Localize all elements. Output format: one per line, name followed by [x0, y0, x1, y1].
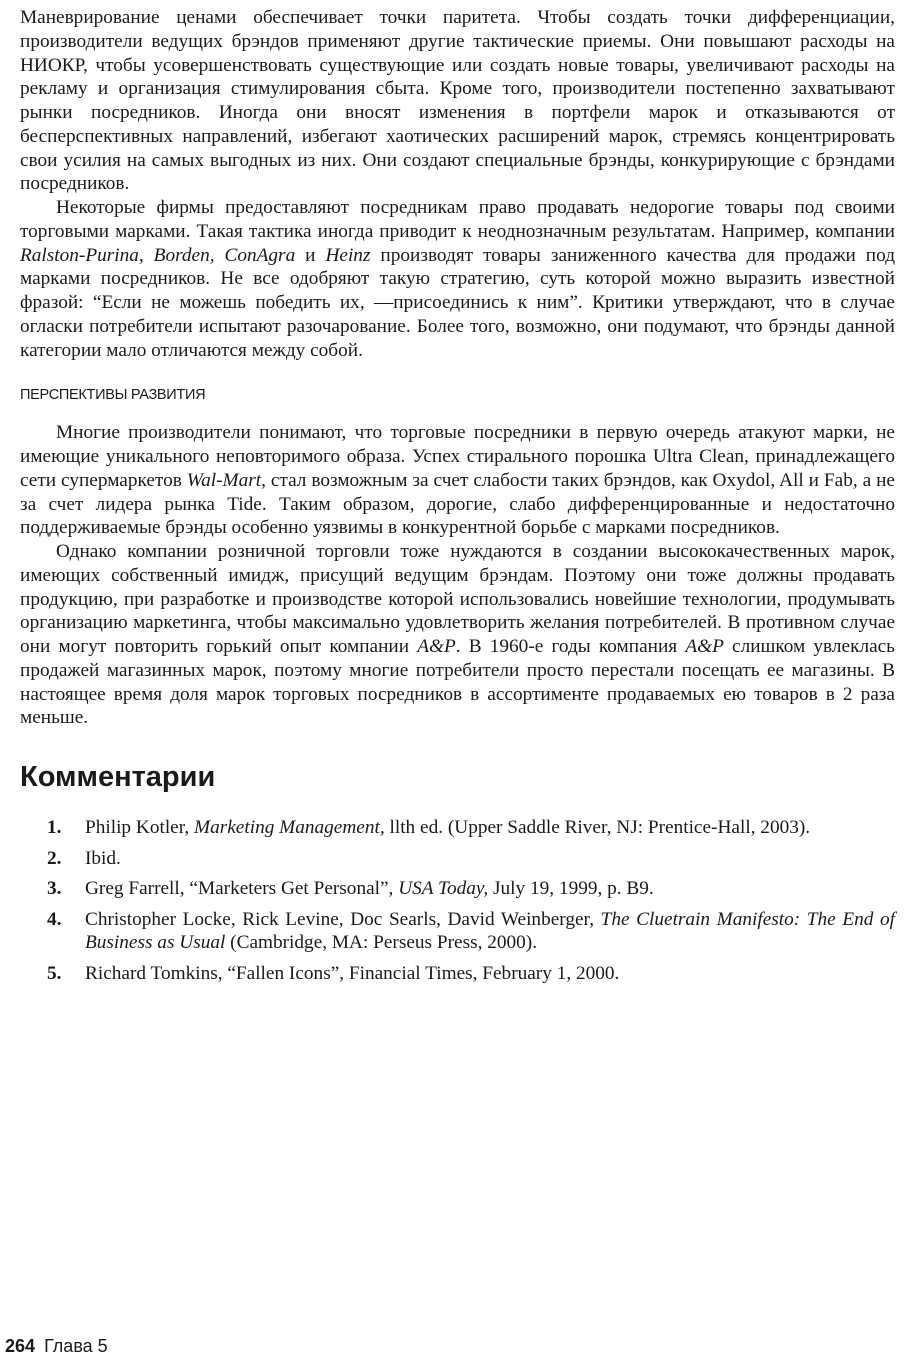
note-text-end: July 19, 1999, p. B9. [488, 878, 654, 899]
note-item [47, 962, 895, 986]
paragraph-2-company-heinz: Heinz [325, 244, 371, 266]
paragraph-3-text-2: , стал возможным за счет слабости таких брэндов, как Oxydol, All и Fab, а не за счет лидера рынка Tide. Таким образом, дорогие, слабо дифференцированные и недостаточно поддерживаемые брэнды особенно уязвимы в конкурентной борьбе с марками посредников. [20, 469, 895, 539]
paragraph-3 [20, 421, 895, 540]
paragraph-2-companies: Ralston-Purina, Borden, ConAgra [20, 244, 296, 266]
note-number: 5. [47, 962, 62, 984]
page-content [20, 6, 895, 992]
note-text: Ibid. [85, 847, 121, 869]
note-text: Richard Tomkins, “Fallen Icons”, Financial Times, February 1, 2000. [85, 962, 620, 984]
note-number: 4. [47, 908, 62, 930]
paragraph-2 [20, 196, 895, 362]
note-number: 1. [47, 817, 62, 838]
page-number: 264 [5, 1336, 36, 1356]
note-title: Marketing Management, [194, 817, 385, 838]
note-item [47, 816, 895, 840]
paragraph-4-ap-2: A&P [685, 636, 724, 657]
paragraph-4-text-1: Однако компании розничной торговли тоже нуждаются в создании высококачественных марок, имеющих собственный имидж, присущий ведущим брэндам. Поэтому они тоже должны продавать продукцию, при разработке и производстве которой использовались новейшие технологии, продумывать организацию маркетинга, чтобы максимально удовлетворить желания потребителей. В противном случае они могут повторить горький опыт компании [20, 541, 895, 657]
note-item [47, 877, 895, 901]
notes-list [20, 816, 895, 985]
note-text: Greg Farrell, “Marketers Get Personal”, [85, 878, 399, 899]
note-item [47, 847, 895, 871]
paragraph-2-text-3: производят товары заниженного качества для продажи под марками посредников. Не все одобряют такую стратегию, суть которой можно выразить известной фразой: “Если не можешь победить их, —присоединись к ним”. Критики утверждают, что в случае огласки потребители испытают разочарование. Более того, возможно, они подумают, что брэнды данной категории мало отличаются между собой. [20, 244, 896, 361]
note-text-end: (Cambridge, MA: Perseus Press, 2000). [225, 932, 538, 953]
note-number: 2. [47, 847, 62, 869]
page-footer [5, 1336, 108, 1357]
paragraph-4-text-2: . В 1960-е годы компания [455, 636, 686, 657]
paragraph-4-text-3: слишком увлеклась продажей магазинных марок, поэтому многие потребители просто перестали посещать ее магазины. В настоящее время доля марок торговых посредников в ассортименте продаваемых ею товаров в 2 раза меньше. [20, 636, 895, 729]
note-title: The Cluetrain Manifesto: The End of Business as Usual [85, 908, 895, 953]
note-title: USA Today, [398, 878, 489, 899]
paragraph-2-text-1: Некоторые фирмы предоставляют посредникам право продавать недорогие товары под своими торговыми марками. Такая тактика иногда приводит к неоднозначным результатам. Например, компании [20, 197, 895, 242]
paragraph-2-text-2: и [295, 244, 326, 266]
note-text: Philip Kotler, [85, 817, 195, 838]
chapter-label: Глава 5 [44, 1336, 108, 1356]
note-text-end: llth ed. (Upper Saddle River, NJ: Prentice-Hall, 2003). [384, 817, 811, 838]
paragraph-3-text-1: Многие производители понимают, что торговые посредники в первую очередь атакуют марки, не имеющие уникального неповторимого образа. Успех стирального порошка Ultra Clean, принадлежащего сети супермаркетов [20, 422, 895, 491]
section-title: ПЕРСПЕКТИВЫ РАЗВИТИЯ [20, 387, 206, 404]
paragraph-4 [20, 540, 895, 730]
paragraph-4-ap-1: A&P [417, 636, 456, 657]
note-text: Christopher Locke, Rick Levine, Doc Searls, David Weinberger, [85, 908, 601, 930]
note-number: 3. [47, 878, 62, 899]
paragraph-3-walmart: Wal-Mart [186, 469, 262, 491]
paragraph-1: Маневрирование ценами обеспечивает точки паритета. Чтобы создать точки дифференциации, производители ведущих брэндов применяют другие тактические приемы. Они повышают расходы на НИОКР, чтобы усовершенствовать существующие или создать новые товары, увеличивают расходы на рекламу и организация стимулирования сбыта. Кроме того, производители постепенно захватывают рынки посредников. Иногда они вносят изменения в портфели марок и отказываются от бесперспективных направлений, избегают хаотических расширений марок, стремясь концентрировать свои усилия на самых выгодных из них. Они создают специальные брэнды, конкурирующие с брэндами посредников. [20, 7, 895, 195]
note-item [47, 908, 895, 955]
comments-heading: Комментарии [20, 761, 216, 793]
